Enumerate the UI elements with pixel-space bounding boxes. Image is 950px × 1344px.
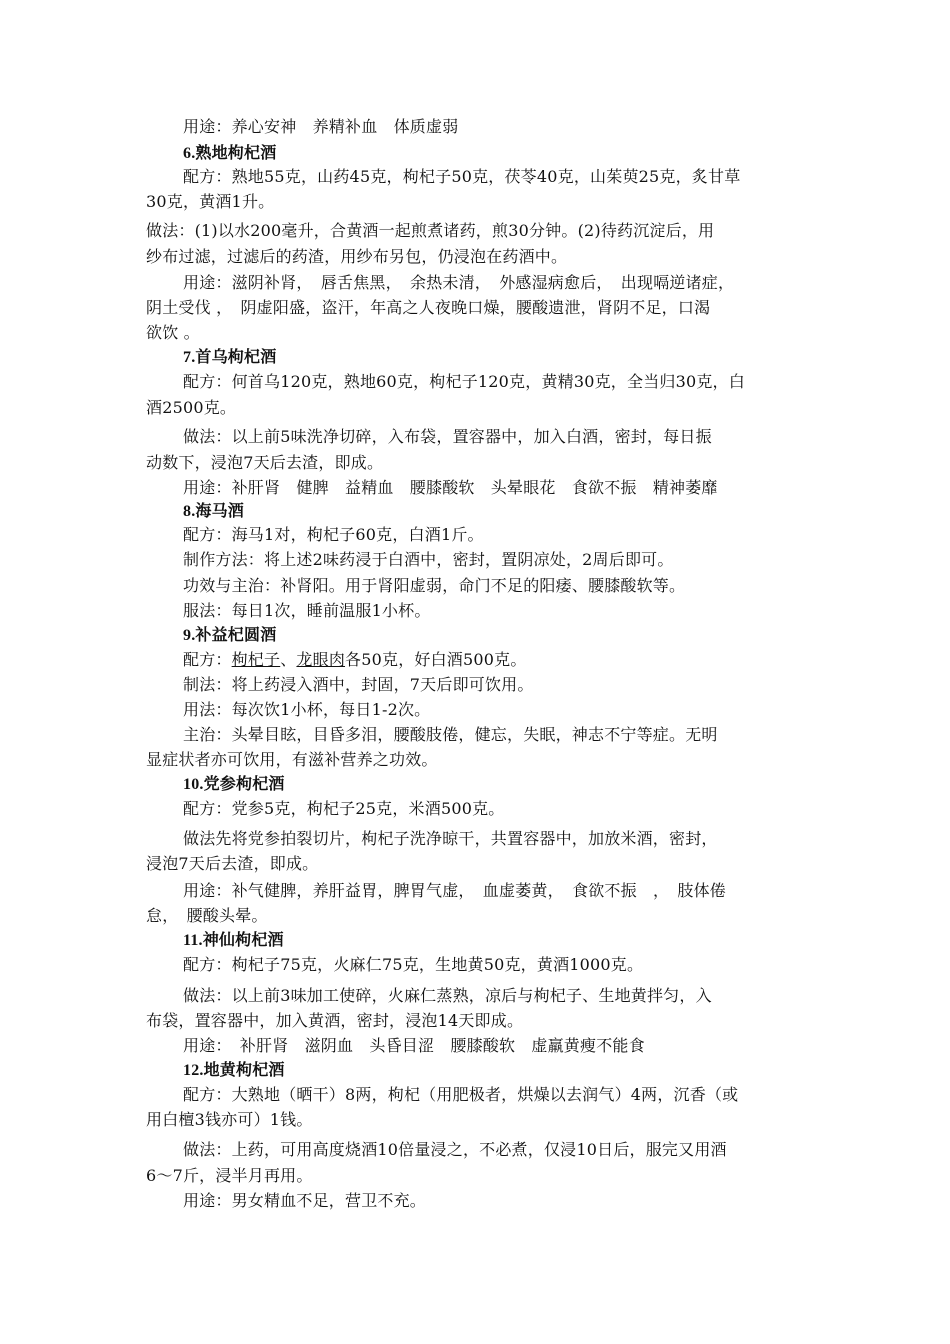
s7-method-line1: 做法：以上前5味洗净切碎，入布袋，置容器中，加入白酒，密封，每日振: [183, 427, 712, 446]
s12-title: 地黄枸杞酒: [203, 1060, 285, 1079]
s9-formula: [183, 649, 527, 671]
s10-number: 10.: [183, 776, 204, 793]
s9-main-line2: 显症状者亦可饮用，有滋补营养之功效。: [146, 750, 438, 769]
s8-heading: [183, 500, 244, 523]
s6-use-line1: 用途：滋阴补肾， 唇舌焦黑， 余热未清， 外感湿病愈后， 出现嗝逆诸症，: [183, 273, 735, 292]
s10-method-line2: 浸泡7天后去渣，即成。: [146, 854, 319, 873]
s9-usage: 用法：每次饮1小杯，每日1-2次。: [183, 700, 431, 719]
s10-use-line1: 用途：补气健脾，养肝益胃，脾胃气虚， 血虚萎黄， 食欲不振 ， 肢体倦: [183, 881, 727, 900]
s8-method: 制作方法：将上述2味药浸于白酒中，密封，置阴凉处，2周后即可。: [183, 550, 674, 569]
s9-formula-link-longyanrou[interactable]: 龙眼肉: [296, 650, 346, 669]
s7-formula-line1: 配方：何首乌120克，熟地60克，枸杞子120克，黄精30克，全当归30克，白: [183, 372, 745, 391]
s6-method-line1: 做法：(1)以水200毫升，合黄酒一起煎煮诸药，煎30分钟。(2)待药沉淀后，用: [146, 221, 715, 240]
s11-use: 用途： 补肝肾 滋阴血 头昏目涩 腰膝酸软 虚羸黄瘦不能食: [183, 1036, 645, 1055]
s12-formula-line2: 用白檀3钱亦可）1钱。: [146, 1110, 313, 1129]
s11-number: 11.: [183, 932, 203, 949]
s9-formula-separator: 、: [280, 650, 297, 669]
s10-title: 党参枸杞酒: [203, 774, 285, 793]
s9-main-line1: 主治：头晕目眩，目昏多泪，腰酸肢倦，健忘，失眠，神志不宁等症。无明: [183, 725, 718, 744]
s9-formula-prefix: 配方：: [183, 650, 232, 669]
s11-formula: 配方：枸杞子75克，火麻仁75克，生地黄50克，黄酒1000克。: [183, 955, 644, 974]
s8-effect: 功效与主治：补肾阳。用于肾阳虚弱，命门不足的阳痿、腰膝酸软等。: [183, 576, 686, 595]
s9-method: 制法：将上药浸入酒中，封固，7天后即可饮用。: [183, 675, 534, 694]
s12-formula-line1: 配方：大熟地（晒干）8两，枸杞（用肥极者，烘燥以去润气）4两，沉香（或: [183, 1085, 739, 1104]
s6-use-line2: 阴土受伐 ， 阴虚阳盛，盗汗，年高之人夜晚口燥，腰酸遗泄，肾阴不足，口渴: [146, 298, 711, 317]
s11-title: 神仙枸杞酒: [202, 930, 284, 949]
s9-formula-suffix: 各50克，好白酒500克。: [345, 650, 527, 669]
s11-method-line1: 做法：以上前3味加工使碎，火麻仁蒸熟，凉后与枸杞子、生地黄拌匀，入: [183, 986, 712, 1005]
s8-number: 8.: [183, 503, 196, 520]
s12-use: 用途：男女精血不足，营卫不充。: [183, 1191, 427, 1210]
s9-title: 补益杞圆酒: [195, 625, 277, 644]
s8-title: 海马酒: [195, 501, 245, 520]
s10-formula: 配方：党参5克，枸杞子25克，米酒500克。: [183, 799, 505, 818]
s11-method-line2: 布袋，置容器中，加入黄酒，密封，浸泡14天即成。: [146, 1011, 524, 1030]
s12-number: 12.: [183, 1062, 204, 1079]
s6-method-line2: 纱布过滤，过滤后的药渣，用纱布另包，仍浸泡在药酒中。: [146, 247, 568, 266]
s7-method-line2: 动数下，浸泡7天后去渣，即成。: [146, 453, 384, 472]
s9-number: 9.: [183, 627, 196, 644]
s8-formula: 配方：海马1对，枸杞子60克，白酒1斤。: [183, 525, 484, 544]
s12-method-line1: 做法：上药，可用高度烧酒10倍量浸之，不必煮，仅浸10日后，服完又用酒: [183, 1140, 727, 1159]
s7-formula-line2: 酒2500克。: [146, 398, 237, 417]
s6-formula-line1: 配方：熟地55克，山药45克，枸杞子50克，茯苓40克，山茱萸25克，炙甘草: [183, 167, 741, 186]
s11-heading: [183, 929, 284, 952]
s6-number: 6.: [183, 145, 196, 162]
s6-use-line3: 欲饮 。: [146, 323, 200, 342]
s6-formula-line2: 30克，黄酒1升。: [146, 192, 275, 211]
s6-title: 熟地枸杞酒: [195, 143, 277, 162]
s12-heading: [183, 1059, 285, 1082]
s5-use: 用途：养心安神 养精补血 体质虚弱: [183, 117, 459, 136]
s7-heading: [183, 346, 276, 369]
s7-title: 首乌枸杞酒: [195, 347, 277, 366]
s7-use: 用途：补肝肾 健脾 益精血 腰膝酸软 头晕眼花 食欲不振 精神萎靡: [183, 478, 718, 497]
s12-method-line2: 6～7斤，浸半月再用。: [146, 1166, 313, 1185]
s6-heading: [183, 142, 276, 165]
s10-method-line1: 做法先将党参拍裂切片，枸杞子洗净晾干，共置容器中，加放米酒，密封，: [183, 829, 718, 848]
s10-heading: [183, 773, 285, 796]
s7-number: 7.: [183, 349, 196, 366]
s9-formula-link-gouqizi[interactable]: 枸杞子: [231, 650, 281, 669]
s8-dosage: 服法：每日1次，睡前温服1小杯。: [183, 601, 431, 620]
s10-use-line2: 怠， 腰酸头晕。: [146, 906, 268, 925]
s9-heading: [183, 624, 276, 647]
